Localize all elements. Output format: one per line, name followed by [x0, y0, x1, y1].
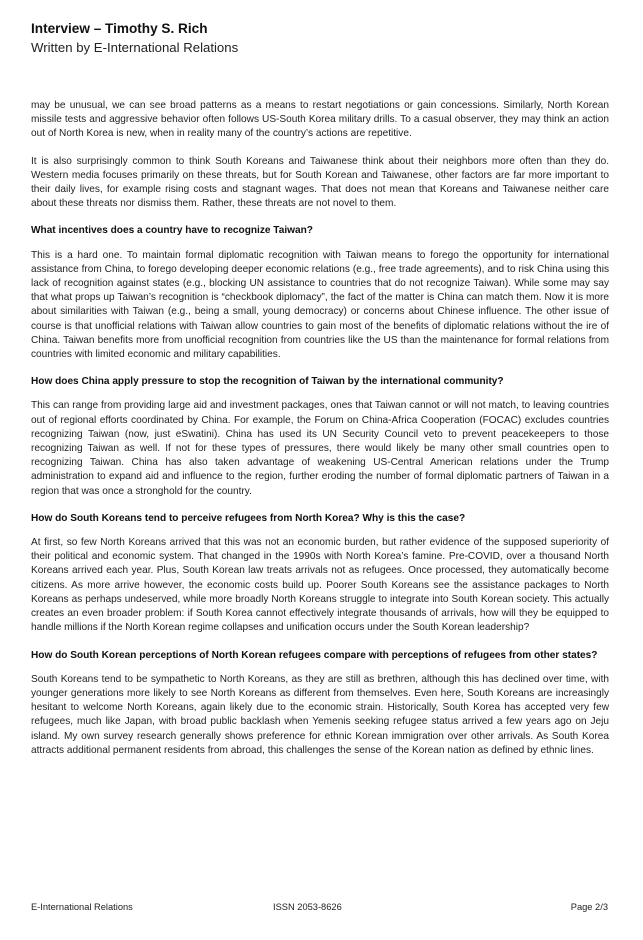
footer-issn: ISSN 2053-8626: [273, 902, 342, 912]
interview-question: How do South Korean perceptions of North Korean refugees compare with perceptions of refugees from other states?: [31, 649, 598, 661]
interview-answer: At first, so few North Koreans arrived that this was not an economic burden, but rather evidence of the supposed superiority of their political and economic system. That changed in the 1990s with North Korea’s famine. Pre-COVID, over a thousand North Koreans arrived each year. Plus, South Korean law treats arrivals not as refugees. Once processed, they automatically become citizens. As more arrive however, the economic costs build up. Poorer South Koreans see the assistance packages to North Koreans as perhaps undeserved, while more broadly North Koreans struggle to integrate into South Korean society. This actually creates an even broader problem: if South Korea cannot effectively integrate thousands of arrivals, how will they be equipped to handle millions if the North Korean regime collapses and unification occurs under the South Korean leadership?: [31, 537, 609, 634]
interview-question: What incentives does a country have to recognize Taiwan?: [31, 225, 313, 237]
article-body: [31, 99, 609, 758]
footer-page-number: Page 2/3: [570, 902, 608, 912]
page-footer: [31, 902, 608, 916]
interview-question: How do South Koreans tend to perceive refugees from North Korea? Why is this the case?: [31, 512, 466, 524]
interview-question: How does China apply pressure to stop the recognition of Taiwan by the international community?: [31, 376, 504, 388]
body-paragraph: It is also surprisingly common to think South Koreans and Taiwanese think about their neighbors more often than they do. Western media focuses primarily on these threats, but for South Korean and Taiwanese, other factors are far more important to their daily lives, for example rising costs and stagnant wages. That does not mean that Koreans and Taiwanese neither care about these threats nor dismiss them. Rather, these threats are not novel to them.: [31, 155, 609, 210]
document-title: Interview – Timothy S. Rich: [31, 21, 208, 36]
interview-answer: This is a hard one. To maintain formal diplomatic recognition with Taiwan means to forego the opportunity for international assistance from China, to forego developing deeper economic relations (e.g., free trade agreements), and to risk China using this lack of recognition against states (e.g., blocking UN assistance to countries that do not recognize Taiwan). While some may say that what props up Taiwan’s recognition is “checkbook diplomacy”, the fact of the matter is China can match them. Now it is more about similarities with Taiwan (e.g., being a small, young democracy) or concerns about Chinese influence. The other issue of course is that unofficial relations with Taiwan allow countries to gain most of the benefits of diplomatic relations without the ire of China. Taiwan benefits more from unofficial recognition from countries like the US than the maintenance for formal relations from countries with limited economic and military capabilities.: [31, 249, 609, 361]
body-paragraph: may be unusual, we can see broad patterns as a means to restart negotiations or gain concessions. Similarly, North Korean missile tests and aggressive behavior often follows US-South Korea military drills. To a casual observer, they may think an action out of North Korea is new, when in reality many of the country’s actions are repetitive.: [31, 100, 609, 140]
document-byline: Written by E-International Relations: [31, 40, 239, 55]
document-header: [31, 20, 616, 57]
footer-publisher: E-International Relations: [31, 902, 133, 912]
interview-answer: South Koreans tend to be sympathetic to North Koreans, as they are still as brethren, although this has declined over time, with younger generations more likely to see North Koreans as different from themselves. Even here, South Koreans are increasingly hesitant to welcome North Koreans, again likely due to the economic strain. Historically, South Korea has accepted very few refugees, much like Japan, with broad public backlash when Yemenis seeking refugee status arrived a few years ago on Jeju island. My own survey research generally shows preference for ethnic Korean immigration over other arrivals. As South Korea attracts additional permanent residents from abroad, this challenges the sense of the Korean nation as defined by ethnic lines.: [31, 673, 609, 756]
interview-answer: This can range from providing large aid and investment packages, ones that Taiwan cannot or will not match, to leaving countries out of regional efforts coordinated by China. For example, the Forum on China-Africa Cooperation (FOCAC) excludes countries recognizing Taiwan (now, just eSwatini). China has used its UN Security Council veto to prevent peacekeepers to those recognizing Taiwan as well. If not for these types of pressures, there would likely be many other small countries open to recognizing Taiwan. China has also taken advantage of weakening US-Central American relations under the Trump administration to expand aid and influence to the region, further eroding the number of formal diplomatic partners of Taiwan in a region that was once a stronghold for the country.: [31, 400, 609, 497]
